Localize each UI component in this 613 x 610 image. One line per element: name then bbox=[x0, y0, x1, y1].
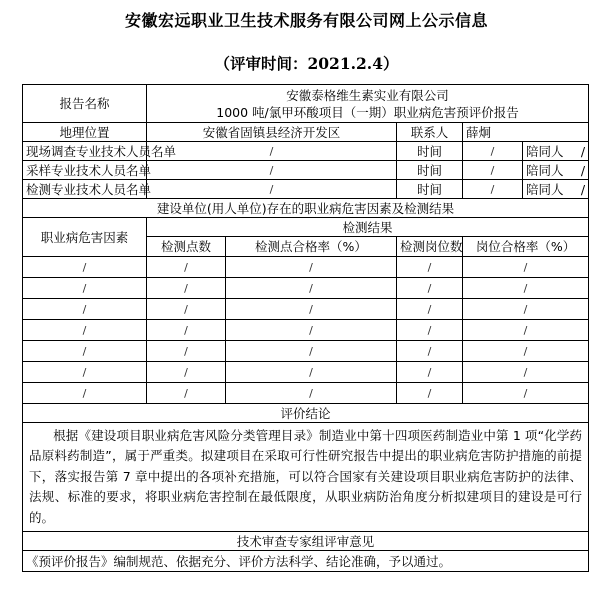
table-cell: / bbox=[397, 299, 463, 320]
table-cell: / bbox=[463, 257, 589, 278]
report-project: 1000 吨/氯甲环酸项目（一期）职业病危害预评价报告 bbox=[216, 104, 519, 120]
table-cell: / bbox=[463, 320, 589, 341]
table-cell: / bbox=[226, 383, 397, 404]
column-header: 岗位合格率（%） bbox=[463, 237, 589, 257]
table-cell: / bbox=[226, 278, 397, 299]
table-cell: / bbox=[463, 383, 589, 404]
report-name-value bbox=[147, 85, 589, 123]
companion-label: 陪同人 bbox=[526, 143, 564, 159]
contact-value: 薛炯 bbox=[463, 123, 589, 142]
table-cell: / bbox=[23, 320, 147, 341]
hazard-factor-label: 职业病危害因素 bbox=[23, 218, 147, 257]
disclosure-table bbox=[22, 84, 589, 572]
table-cell: / bbox=[23, 257, 147, 278]
companion-value: / bbox=[580, 181, 586, 197]
staff-row bbox=[23, 161, 589, 180]
companion-cell bbox=[523, 161, 589, 180]
table-cell: / bbox=[147, 320, 226, 341]
column-header: 检测点合格率（%） bbox=[226, 237, 397, 257]
table-cell: / bbox=[23, 299, 147, 320]
staff-names: / bbox=[147, 142, 397, 161]
staff-label: 现场调查专业技术人员名单 bbox=[23, 142, 147, 161]
table-cell: / bbox=[463, 299, 589, 320]
conclusion-text: 根据《建设项目职业病危害风险分类管理目录》制造业中第十四项医药制造业中第 1 项“化学药品原料药制造”，属于严重类。拟建项目在采取可行性研究报告中提出的职业病危害防护措施的前提下，落实报告第 7 章中提出的各项补充措施，可以符合国家有关建设项目职业病危害防护的法律、法规、标准的要求，将职业病危害控制在最低限度，从职业病防治角度分析拟建项目的建设是可行的。 bbox=[29, 427, 583, 525]
table-cell: / bbox=[397, 320, 463, 341]
column-header: 检测点数 bbox=[147, 237, 226, 257]
table-cell: / bbox=[226, 257, 397, 278]
staff-row bbox=[23, 180, 589, 199]
review-date: （评审时间：2021.2.4） bbox=[214, 54, 399, 73]
table-cell: / bbox=[226, 341, 397, 362]
contact-label: 联系人 bbox=[397, 123, 463, 142]
conclusion-text-cell bbox=[23, 423, 589, 532]
time-label: 时间 bbox=[397, 161, 463, 180]
staff-names: / bbox=[147, 161, 397, 180]
time-label: 时间 bbox=[397, 180, 463, 199]
table-cell: / bbox=[147, 362, 226, 383]
time-value: / bbox=[463, 161, 523, 180]
companion-label: 陪同人 bbox=[526, 181, 564, 197]
table-row bbox=[23, 257, 589, 278]
time-value: / bbox=[463, 180, 523, 199]
table-cell: / bbox=[226, 299, 397, 320]
table-row bbox=[23, 383, 589, 404]
table-row bbox=[23, 341, 589, 362]
time-value: / bbox=[463, 142, 523, 161]
review-header: 技术审查专家组评审意见 bbox=[23, 532, 589, 551]
location-value: 安徽省固镇县经济开发区 bbox=[147, 123, 397, 142]
table-cell: / bbox=[147, 278, 226, 299]
staff-names: / bbox=[147, 180, 397, 199]
table-cell: / bbox=[463, 278, 589, 299]
table-cell: / bbox=[226, 362, 397, 383]
report-name-label: 报告名称 bbox=[23, 85, 147, 123]
time-label: 时间 bbox=[397, 142, 463, 161]
table-cell: / bbox=[23, 383, 147, 404]
conclusion-header: 评价结论 bbox=[23, 404, 589, 423]
table-cell: / bbox=[463, 362, 589, 383]
staff-label: 采样专业技术人员名单 bbox=[23, 161, 147, 180]
table-cell: / bbox=[147, 299, 226, 320]
review-text: 《预评价报告》编制规范、依据充分、评价方法科学、结论准确，予以通过。 bbox=[23, 551, 589, 572]
table-row bbox=[23, 320, 589, 341]
hazard-section-header: 建设单位(用人单位)存在的职业病危害因素及检测结果 bbox=[23, 199, 589, 218]
table-cell: / bbox=[397, 341, 463, 362]
table-cell: / bbox=[147, 257, 226, 278]
table-cell: / bbox=[397, 383, 463, 404]
table-cell: / bbox=[397, 257, 463, 278]
table-cell: / bbox=[397, 362, 463, 383]
table-cell: / bbox=[397, 278, 463, 299]
page-title: 安徽宏远职业卫生技术服务有限公司网上公示信息 bbox=[124, 11, 488, 30]
companion-label: 陪同人 bbox=[526, 162, 564, 178]
report-company: 安徽泰格维生素实业有限公司 bbox=[286, 87, 449, 103]
table-row bbox=[23, 299, 589, 320]
staff-label: 检测专业技术人员名单 bbox=[23, 180, 147, 199]
companion-cell bbox=[523, 180, 589, 199]
column-header: 检测岗位数 bbox=[397, 237, 463, 257]
table-cell: / bbox=[23, 341, 147, 362]
table-cell: / bbox=[463, 341, 589, 362]
location-label: 地理位置 bbox=[23, 123, 147, 142]
table-cell: / bbox=[147, 383, 226, 404]
companion-value: / bbox=[580, 162, 586, 178]
table-cell: / bbox=[23, 362, 147, 383]
table-row bbox=[23, 362, 589, 383]
table-cell: / bbox=[23, 278, 147, 299]
companion-value: / bbox=[580, 143, 586, 159]
companion-cell bbox=[523, 142, 589, 161]
results-label: 检测结果 bbox=[147, 218, 589, 237]
staff-row bbox=[23, 142, 589, 161]
table-cell: / bbox=[226, 320, 397, 341]
table-cell: / bbox=[147, 341, 226, 362]
table-row bbox=[23, 278, 589, 299]
